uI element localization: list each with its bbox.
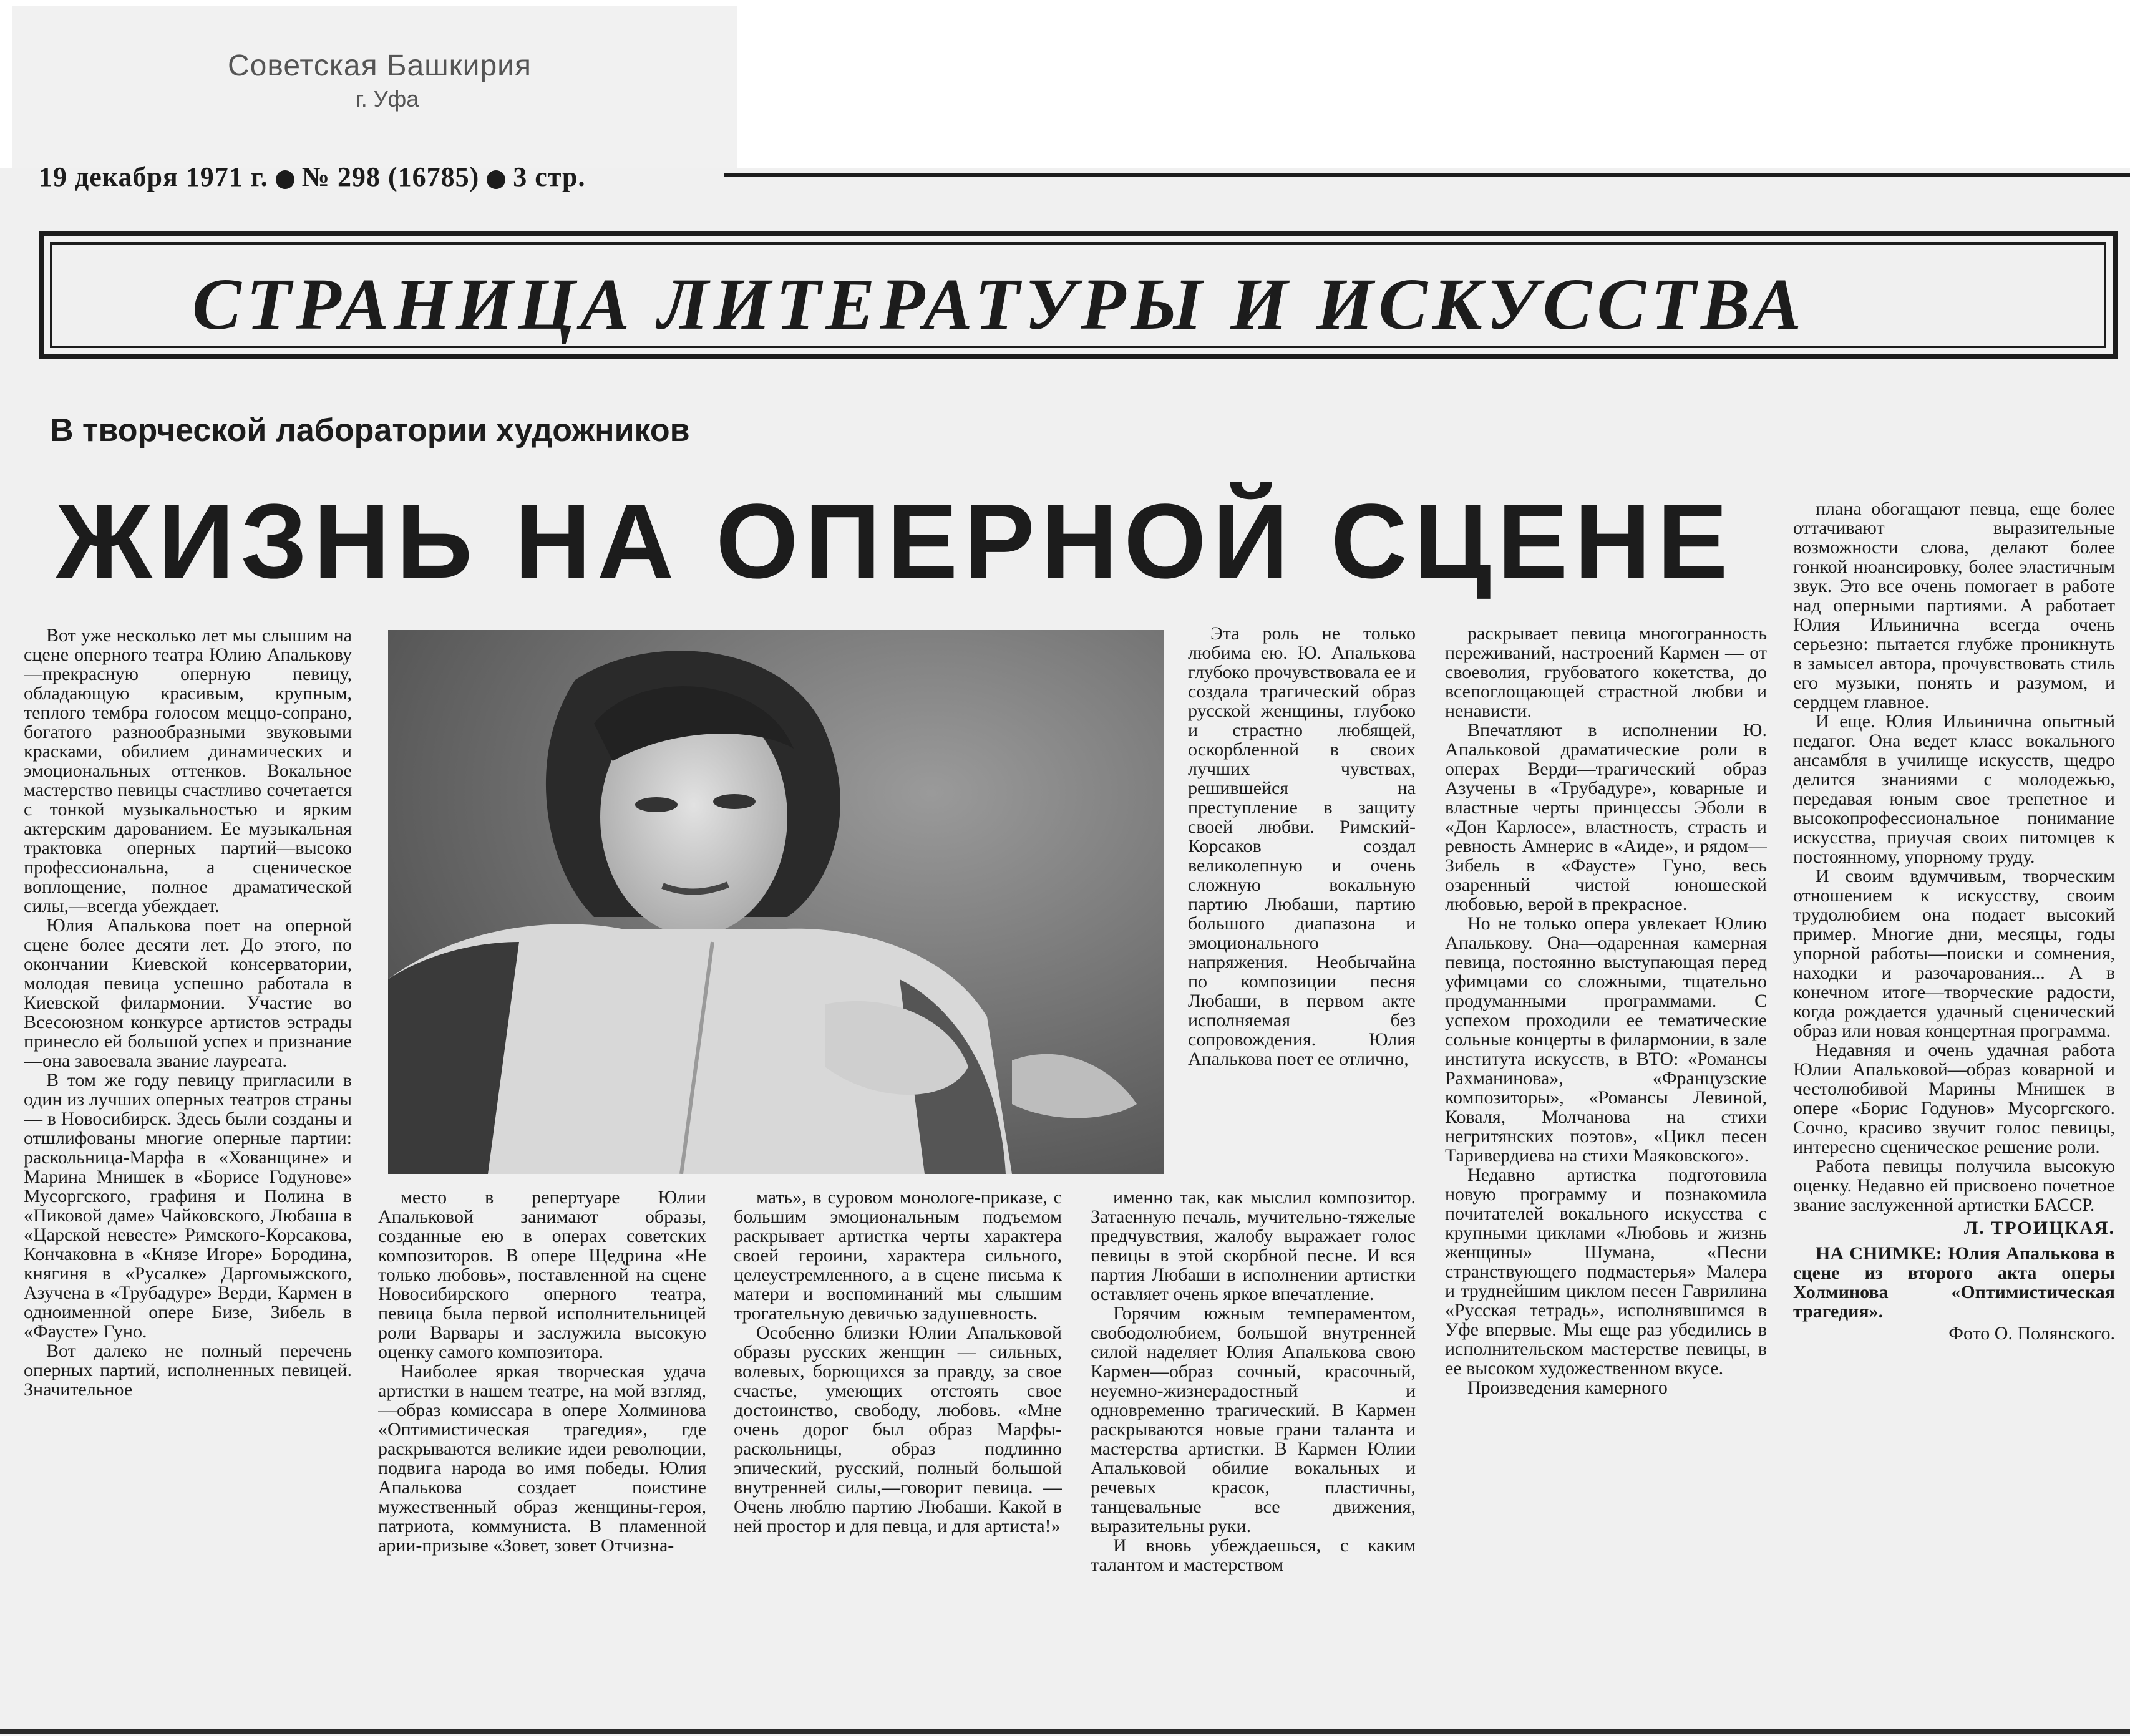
photo-credit: Фото О. Полянского. [1948,1323,2115,1344]
paragraph: Недавно артистка подготовила новую программу и познакомила почитателей вокального искусства с крупными циклами «Любовь и жизнь женщины» Шумана, «Песни странствующего подмастерья» Малера и труднейшим циклом песен Гаврилина «Русская тетрадь», исполнявшимся в Уфе впервые. Мы еще раз убедились в исполнительском мастерстве певицы, в ее высоком художественном вкусе. [1445,1165,1767,1379]
section-banner-title: СТРАНИЦА ЛИТЕРАТУРЫ И ИСКУССТВА [192,263,1807,345]
issue-number: № 298 (16785) [301,162,480,192]
paragraph: И своим вдумчивым, творческим отношением к искусству, своим трудолюбием она подает высокий пример. Многие дни, месяцы, годы упорной работы—поиски и сомнения, находки и разочарования... А в конечном итоге—творческие радости, когда рождается удачный сценический образ или новая концертная программа. [1793,866,2115,1041]
paragraph: раскрывает певица многогранность переживаний, настроений Кармен — от своеволия, грубоватого кокетства, до всепоглощающей страстной любви и ненависти. [1445,624,1767,721]
paragraph: Наиболее яркая творческая удача артистки в нашем театре, на мой взгляд,—образ комиссара в опере Холминова «Оптимистическая трагедия», где раскрываются великие идеи революции, подвига народа во имя победы. Юлия Апалькова создает поистине мужественный образ женщины-героя, патриота, коммуниста. В пламенной арии-призыве «Зовет, зовет Отчизна- [378,1361,706,1556]
bullet-dot-icon [276,170,294,189]
paragraph: И вновь убеждаешься, с каким талантом и мастерством [1091,1535,1416,1575]
paragraph: мать», в суровом монологе-приказе, с большим эмоциональным подъемом раскрывает артистка черты характера своей героини, характера сильного, целеустремленного, а в сцене письма к матери и воспоминаний мы слышим трогательную девичью задушевность. [734,1188,1062,1324]
paragraph: Вот уже несколько лет мы слышим на сцене оперного театра Юлию Апалькову—прекрасную оперную певицу, обладающую красивым, крупным, теплого тембра голосом меццо-сопрано, богатого разнообразными звуковыми красками, обилием динамических и эмоциональных оттенков. Вокальное мастерство певицы счастливо сочетается с тонкой музыкальностью и ярким актерским дарованием. Ее музыкальная трактовка оперных партий—высоко профессиональна, а сценическое воплощение, полное драматической силы,—всегда убеждает. [24,626,352,916]
rubric: В творческой лаборатории художников [50,412,690,449]
paragraph: В том же году певицу пригласили в один из лучших оперных театров страны — в Новосибирск. Здесь были созданы и отшлифованы многие оперные партии: раскольница-Марфа в «Хованщине» и Марина Мнишек в «Борисе Годунове» Мусоргского, графиня и Полина в «Пиковой даме» Чайковского, Любаша в «Царской невесте» Римского-Корсакова, Кончаковна в «Князе Игоре» Бородина, княгиня в «Русалке» Даргомыжского, Азучена в «Трубадуре» Верди, Кармен в одноименной опере Бизе, Зибель в «Фаусте» Гуно. [24,1070,352,1342]
author-signature: Л. ТРОИЦКАЯ. [1963,1218,2115,1238]
article-column-3 [734,1188,1062,1730]
paragraph: Но не только опера увлекает Юлию Апалькову. Она—одаренная камерная певица, постоянно выступающая перед уфимцами со сложными, тщательно продуманными программами. С успехом проходили ее тематические сольные концерты в филармонии, в зале института искусств, в ВТО: «Романсы Рахманинова», «Французские композиторы», «Романсы Левиной, Коваля, Молчанова на стихи негритянских поэтов», «Цикл песен Таривердиева на стихи Маяковского». [1445,913,1767,1166]
header-rule [724,173,2130,177]
issue-date: 19 декабря 1971 г. [39,162,268,192]
paragraph: Юлия Апалькова поет на оперной сцене более десяти лет. До этого, по окончании Киевской консерватории, молодая певица успешно работала в Киевской филармонии. Участие во Всесоюзном конкурсе артистов эстрады принесло ей большой успех и признание—она завоевала звание лауреата. [24,915,352,1071]
section-banner [39,231,2118,359]
paragraph: именно так, как мыслил композитор. Затаенную печаль, мучительно-тяжелые предчувствия, жалобу выражает голос певицы в этой скорбной песне. И вся партия Любаши в исполнении артистки оставляет очень яркое впечатление. [1091,1188,1416,1304]
paragraph: Работа певицы получила высокую оценку. Недавно ей присвоено почетное звание заслуженной артистки БАССР. [1793,1156,2115,1215]
stamp-newspaper-name: Советская Башкирия [228,49,532,82]
article-column-1 [24,626,352,1730]
paragraph: Вот далеко не полный перечень оперных партий, исполненных певицей. Значительное [24,1341,352,1400]
paragraph: плана обогащают певца, еще более оттачивают выразительные возможности слова, делают более гонкой нюансировку, более эластичным звук. Это все очень помогает в работе над оперными партиями. А работает Юлия Ильинична всегда очень серьезно: пытается глубже проникнуть в замысел автора, прочувствовать стиль его музыки, понять и разумом, и сердцем главное. [1793,499,2115,712]
paragraph: Горячим южным темпераментом, свободолюбием, большой внутренней силой наделяет Юлия Апалькова свою Кармен—образ сочный, красочный, неуемно-жизнерадостный и одновременно трагический. В Кармен раскрываются новые грани таланта и мастерства артистки. В Кармен Юлии Апальковой обилие вокальных и речевых красок, пластичны, танцевальные все движения, выразительны руки. [1091,1303,1416,1536]
article-column-5 [1445,624,1767,1730]
paragraph: И еще. Юлия Ильинична опытный педагог. Она ведет класс вокального ансамбля в училище искусств, щедро делится знаниями с молодежью, передавая юным свое трепетное и высокопрофессиональное понимание искусства, приучая своих питомцев к постоянному, упорному труду. [1793,711,2115,867]
article-headline: ЖИЗНЬ НА ОПЕРНОЙ СЦЕНЕ [56,482,1734,601]
article-column-6 [1793,499,2115,1730]
dateline [39,161,585,193]
stamp-city: г. Уфа [356,86,419,112]
bottom-rule [0,1729,2130,1734]
article-column-2 [378,1188,706,1730]
page-number: 3 стр. [513,162,586,192]
bullet-dot-icon [487,170,505,189]
paragraph: место в репертуаре Юлии Апальковой занимают образы, созданные ею в операх советских композиторов. В опере Щедрина «Не только любовь», поставленной на сцене Новосибирского оперного театра, певица была первой исполнительницей роли Варвары и заслужила высокую оценку самого композитора. [378,1188,706,1362]
paragraph: Особенно близки Юлии Апальковой образы русских женщин — сильных, волевых, борющихся за правду, за свое счастье, умеющих отстоять свое достоинство, свободу, любовь. «Мне очень дорог был образ Марфы-раскольницы, образ подлинно эпический, русский, полный большой внутренней силы,—говорит певица. —Очень люблю партию Любаши. Какой в ней простор и для певца, и для артиста!» [734,1322,1062,1536]
library-stamp [12,6,737,168]
paragraph: Произведения камерного [1467,1377,1668,1398]
article-column-4-upper [1188,624,1416,1179]
article-photo [388,630,1164,1174]
paragraph: Впечатляют в исполнении Ю. Апальковой драматические роли в операх Верди—трагический образ Азучены в «Трубадуре», коварные и властные черты принцессы Эболи в «Дон Карлосе», властность, страсть и ревность Амнерис в «Аиде», и рядом—Зибель в «Фаусте» Гуно, весь озаренный чистой юношеской любовью, верой в прекрасное. [1445,720,1767,914]
paragraph: Недавняя и очень удачная работа Юлии Апальковой—образ коварной и честолюбивой Марины Мнишек в опере «Борис Годунов» Мусоргского. Сочно, красиво звучит голос певицы, интересно сценическое решение роли. [1793,1040,2115,1157]
singer-portrait-image [388,630,1164,1174]
paragraph: Эта роль не только любима ею. Ю. Апалькова глубоко прочувствовала ее и создала трагический образ русской женщины, глубоко и страстно любящей, оскорбленной в своих лучших чувствах, решившейся на преступление в защиту своей любви. Римский-Корсаков создал великолепную и очень сложную вокальную партию Любаши, партию большого диапазона и эмоционального напряжения. Необычайна по композиции песня Любаши, в первом акте исполняемая без сопровождения. Юлия Апалькова поет ее отлично, [1188,624,1416,1069]
article-column-4-lower [1091,1188,1416,1730]
photo-caption: НА СНИМКЕ: Юлия Апалькова в сцене из второго акта оперы Холминова «Оптимистическая трагедия». [1793,1243,2115,1322]
